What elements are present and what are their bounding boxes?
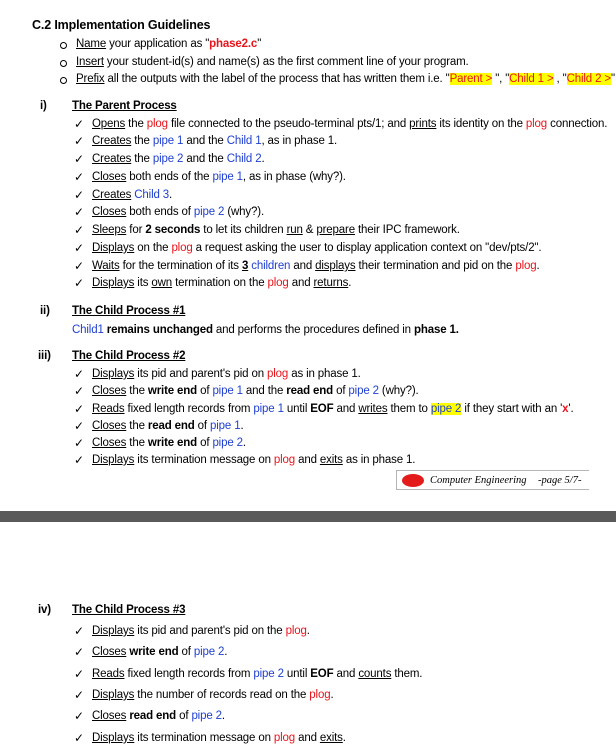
- check-icon: ✓: [74, 367, 85, 381]
- bullet: [60, 77, 67, 84]
- check-icon: ✓: [74, 709, 85, 723]
- child3-step: Displays the number of records read on the plog.: [92, 689, 334, 701]
- subsection-number: i): [40, 100, 47, 112]
- check-icon: ✓: [74, 688, 85, 702]
- parent-step: Sleeps for 2 seconds to let its children run & prepare their IPC framework.: [92, 224, 460, 236]
- check-icon: ✓: [74, 134, 85, 148]
- section-heading: C.2 Implementation Guidelines: [32, 18, 211, 32]
- parent-step: Displays its own termination on the plog and returns.: [92, 277, 352, 289]
- check-icon: ✓: [74, 731, 85, 745]
- check-icon: ✓: [74, 152, 85, 166]
- check-icon: ✓: [74, 188, 85, 202]
- page-separator: [0, 511, 616, 522]
- check-icon: ✓: [74, 259, 85, 273]
- child1-description: Child1 remains unchanged and performs the procedures defined in phase 1.: [72, 324, 459, 336]
- subsection-title-child2: The Child Process #2: [72, 350, 186, 362]
- check-icon: ✓: [74, 384, 85, 398]
- child2-step: Displays its termination message on plog and exits as in phase 1.: [92, 454, 416, 466]
- check-icon: ✓: [74, 645, 85, 659]
- child3-step: Closes write end of pipe 2.: [92, 646, 228, 658]
- parent-step: Waits for the termination of its 3 children and displays their termination and pid on the plog.: [92, 260, 540, 272]
- child2-step: Reads fixed length records from pipe 1 until EOF and writes them to pipe 2 if they start with an 'x'.: [92, 403, 574, 415]
- check-icon: ✓: [74, 223, 85, 237]
- bullet: [60, 42, 67, 49]
- parent-step: Creates the pipe 2 and the Child 2.: [92, 153, 265, 165]
- child3-step: Closes read end of pipe 2.: [92, 710, 225, 722]
- check-icon: ✓: [74, 205, 85, 219]
- parent-step: Closes both ends of the pipe 1, as in phase (why?).: [92, 171, 346, 183]
- child3-step: Displays its termination message on plog and exits.: [92, 732, 346, 744]
- subsection-title-parent: The Parent Process: [72, 100, 177, 112]
- check-icon: ✓: [74, 241, 85, 255]
- child2-step: Closes the write end of pipe 1 and the read end of pipe 2 (why?).: [92, 385, 419, 397]
- parent-step: Closes both ends of pipe 2 (why?).: [92, 206, 264, 218]
- check-icon: ✓: [74, 667, 85, 681]
- parent-step: Creates Child 3.: [92, 189, 173, 201]
- subsection-number: ii): [40, 305, 50, 317]
- footer-department: Computer Engineering: [430, 475, 527, 486]
- check-icon: ✓: [74, 402, 85, 416]
- check-icon: ✓: [74, 419, 85, 433]
- footer-page-number: -page 5/7-: [538, 475, 582, 486]
- child3-step: Reads fixed length records from pipe 2 until EOF and counts them.: [92, 668, 423, 680]
- guideline-insert: Insert your student-id(s) and name(s) as the first comment line of your program.: [76, 56, 469, 68]
- check-icon: ✓: [74, 276, 85, 290]
- check-icon: ✓: [74, 170, 85, 184]
- guideline-name: Name your application as "phase2.c": [76, 38, 262, 50]
- check-icon: ✓: [74, 453, 85, 467]
- check-icon: ✓: [74, 624, 85, 638]
- subsection-title-child1: The Child Process #1: [72, 305, 186, 317]
- red-logo-mark: [402, 474, 424, 487]
- subsection-title-child3: The Child Process #3: [72, 604, 186, 616]
- child2-step: Closes the write end of pipe 2.: [92, 437, 246, 449]
- check-icon: ✓: [74, 436, 85, 450]
- guideline-prefix: Prefix all the outputs with the label of the process that has written them i.e. "Parent > ", "Child 1 > , "Child 2 >": [76, 73, 615, 85]
- subsection-number: iii): [38, 350, 51, 362]
- check-icon: ✓: [74, 117, 85, 131]
- child2-step: Displays its pid and parent's pid on plog as in phase 1.: [92, 368, 361, 380]
- child2-step: Closes the read end of pipe 1.: [92, 420, 244, 432]
- parent-step: Creates the pipe 1 and the Child 1, as in phase 1.: [92, 135, 338, 147]
- bullet: [60, 60, 67, 67]
- child3-step: Displays its pid and parent's pid on the plog.: [92, 625, 310, 637]
- parent-step: Displays on the plog a request asking the user to display application context on "dev/pts/2".: [92, 242, 542, 254]
- document-page-6: [0, 522, 616, 755]
- subsection-number: iv): [38, 604, 51, 616]
- parent-step: Opens the plog file connected to the pseudo-terminal pts/1; and prints its identity on the plog connection.: [92, 118, 608, 130]
